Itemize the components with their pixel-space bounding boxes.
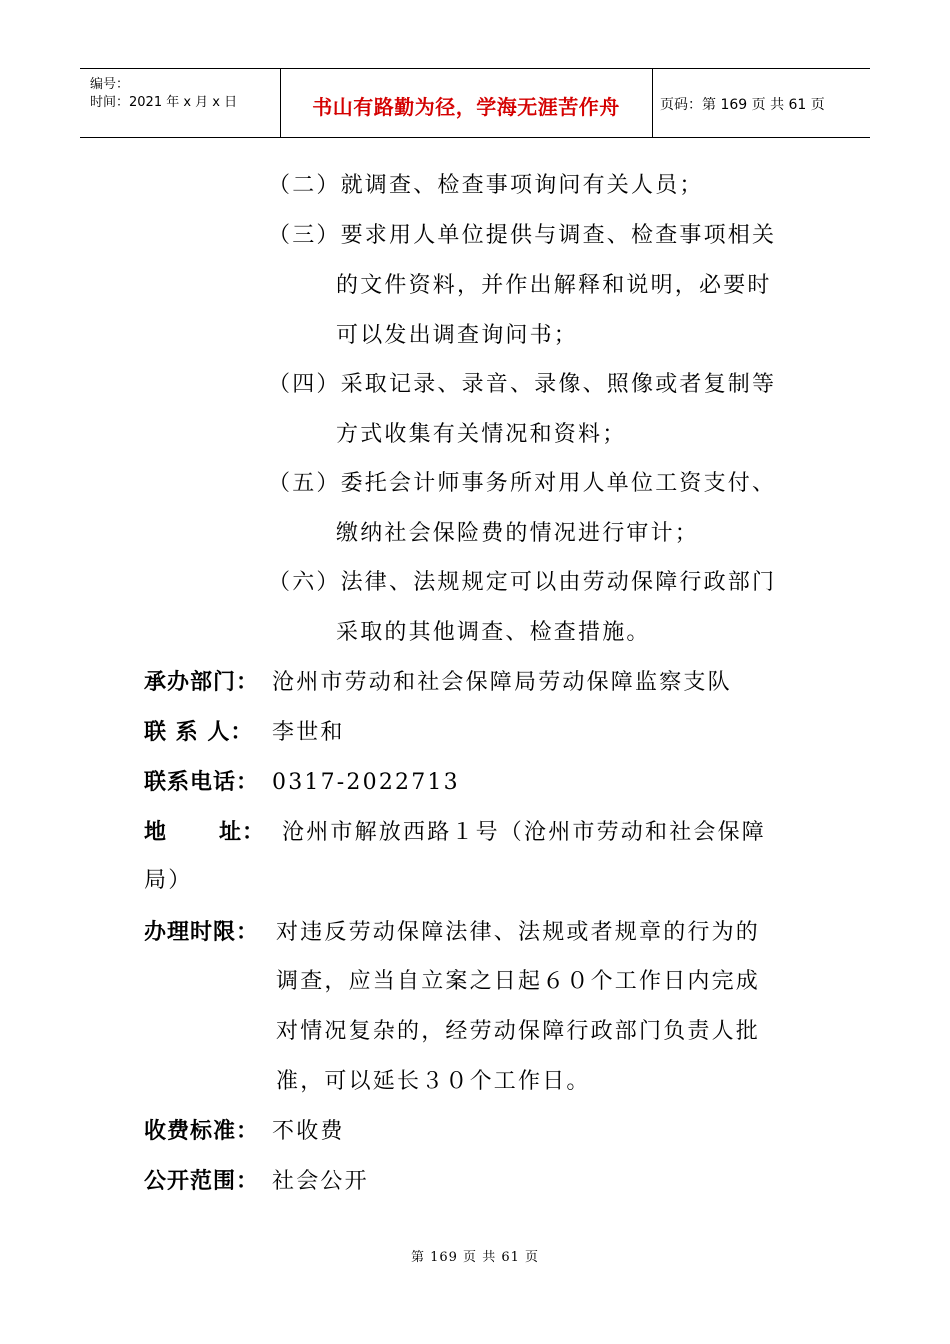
address-value-cont: 局） xyxy=(144,868,193,893)
contact-label: 联 系 人： xyxy=(144,720,254,745)
header-center-cell xyxy=(280,69,653,137)
measure-item-3-cont: 的文件资料，并作出解释和说明，必要时 xyxy=(336,273,772,298)
measure-item-3: （三）要求用人单位提供与调查、检查事项相关 xyxy=(268,223,777,248)
address-value: 沧州市解放西路１号（沧州市劳动和社会保障 xyxy=(282,820,767,845)
document-date: 时间：2021 年 x 月 x 日 xyxy=(90,95,238,110)
page-footer: 第 169 页 共 61 页 xyxy=(410,1250,540,1265)
address-label: 地 址： xyxy=(144,820,265,845)
measure-item-6-cont: 采取的其他调查、检查措施。 xyxy=(336,620,651,645)
header-right-cell xyxy=(652,69,870,137)
page-header xyxy=(80,68,870,138)
measure-item-4: （四）采取记录、录音、录像、照像或者复制等 xyxy=(268,372,777,397)
measure-item-5: （五）委托会计师事务所对用人单位工资支付、 xyxy=(268,471,777,496)
measure-item-4-cont: 方式收集有关情况和资料； xyxy=(336,422,627,447)
time-limit-value-cont: 准，可以延长３０个工作日。 xyxy=(276,1069,591,1094)
fee-value: 不收费 xyxy=(272,1119,345,1144)
measure-item-5-cont: 缴纳社会保险费的情况进行审计； xyxy=(336,521,700,546)
time-limit-value-cont: 对情况复杂的，经劳动保障行政部门负责人批 xyxy=(276,1019,761,1044)
header-left-cell xyxy=(80,69,281,137)
time-limit-value-cont: 调查，应当自立案之日起６０个工作日内完成 xyxy=(276,969,761,994)
time-limit-value: 对违反劳动保障法律、法规或者规章的行为的 xyxy=(276,920,761,945)
phone-label: 联系电话： xyxy=(144,770,260,795)
scope-value: 社会公开 xyxy=(272,1169,369,1194)
document-number: 编号： xyxy=(90,77,130,92)
measure-item-6: （六）法律、法规规定可以由劳动保障行政部门 xyxy=(268,570,777,595)
phone-value: 0317-2022713 xyxy=(272,770,460,795)
scope-label: 公开范围： xyxy=(144,1169,260,1194)
department-label: 承办部门： xyxy=(144,670,260,695)
measure-item-3-cont: 可以发出调查询问书； xyxy=(336,323,579,348)
fee-label: 收费标准： xyxy=(144,1119,260,1144)
header-page-info: 页码：第 169 页 共 61 页 xyxy=(660,97,825,113)
measure-item-2: （二）就调查、检查事项询问有关人员； xyxy=(268,173,704,198)
time-limit-label: 办理时限： xyxy=(144,920,260,945)
department-value: 沧州市劳动和社会保障局劳动保障监察支队 xyxy=(272,670,732,695)
contact-value: 李世和 xyxy=(272,720,345,745)
header-motto: 书山有路勤为径，学海无涯苦作舟 xyxy=(312,95,620,119)
